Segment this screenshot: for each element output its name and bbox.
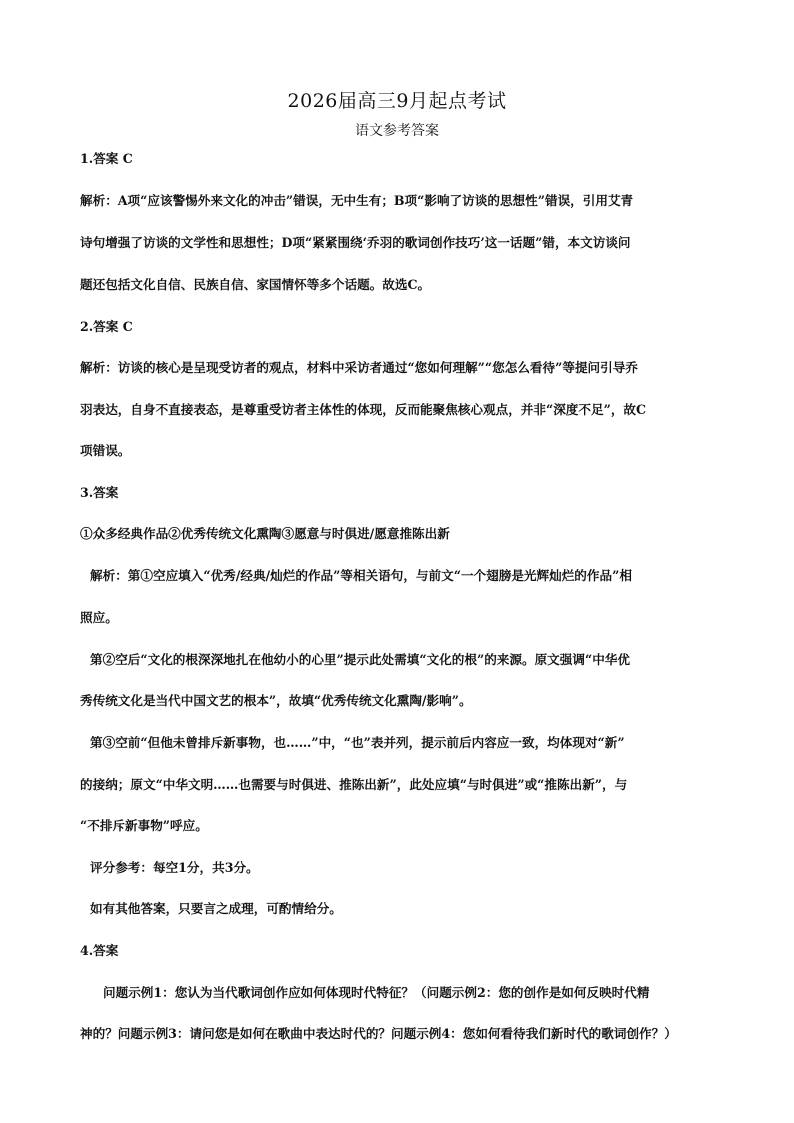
q3-heading: 3.答案 (80, 485, 119, 500)
q4-heading: 4.答案 (80, 943, 119, 958)
q1-heading: 1.答案 C (80, 151, 133, 166)
q3-analysis-line: 秀传统文化是当代中国文艺的根本”，故填“优秀传统文化熏陶/影响”。 (80, 693, 472, 708)
q3-analysis-line: 的接纳；原文“中华文明……也需要与时俱进、推陈出新”，此处应填“与时俱进”或“推陈出新”，与 (80, 777, 628, 792)
q3-analysis-line: “不排斥新事物”呼应。 (80, 818, 208, 833)
q2-heading: 2.答案 C (80, 319, 133, 334)
q1-analysis-line: 解析：A项“应该警惕外来文化的冲击”错误，无中生有；B项“影响了访谈的思想性”错误，引用艾青 (80, 193, 634, 208)
q3-answer: ①众多经典作品②优秀传统文化熏陶③愿意与时俱进/愿意推陈出新 (80, 526, 450, 541)
q4-example-line: 神的？问题示例3：请问您是如何在歌曲中表达时代的？问题示例4：您如何看待我们新时代的歌词创作？） (80, 1026, 677, 1041)
q3-scoring-note: 评分参考：每空1分，共3分。 (90, 860, 259, 875)
page-subtitle: 语文参考答案 (355, 123, 439, 139)
page-title: 2026届高三9月起点考试 (287, 90, 507, 112)
q2-analysis-line: 项错误。 (80, 443, 131, 458)
q3-scoring-note: 如有其他答案，只要言之成理，可酌情给分。 (90, 901, 342, 916)
q1-analysis-line: 诗句增强了访谈的文学性和思想性；D项“紧紧围绕‘乔羽的歌词创作技巧’这一话题”错，本文访谈问 (80, 235, 631, 250)
q1-analysis-line: 题还包括文化自信、民族自信、家国情怀等多个话题。故选C。 (80, 277, 431, 292)
q3-analysis-line: 解析：第①空应填入“优秀/经典/灿烂的作品”等相关语句，与前文“一个翅膀是光辉灿烂的作品”相 (90, 568, 632, 583)
q3-analysis-line: 第②空后“文化的根深深地扎在他幼小的心里”提示此处需填“文化的根”的来源。原文强调“中华优 (90, 652, 630, 667)
q2-analysis-line: 解析：访谈的核心是呈现受访者的观点，材料中采访者通过“您如何理解”“您怎么看待”等提问引导乔 (80, 360, 638, 375)
q3-analysis-line: 照应。 (80, 610, 118, 625)
q2-analysis-line: 羽表达，自身不直接表态，是尊重受访者主体性的体现，反而能聚焦核心观点，并非“深度不足”，故C (80, 402, 647, 417)
q3-analysis-line: 第③空前“但他未曾排斥新事物，也……”中，“也”表并列，提示前后内容应一致，均体现对“新” (90, 735, 625, 750)
q4-example-line: 问题示例1：您认为当代歌词创作应如何体现时代特征？（问题示例2：您的创作是如何反映时代精 (103, 985, 650, 1000)
